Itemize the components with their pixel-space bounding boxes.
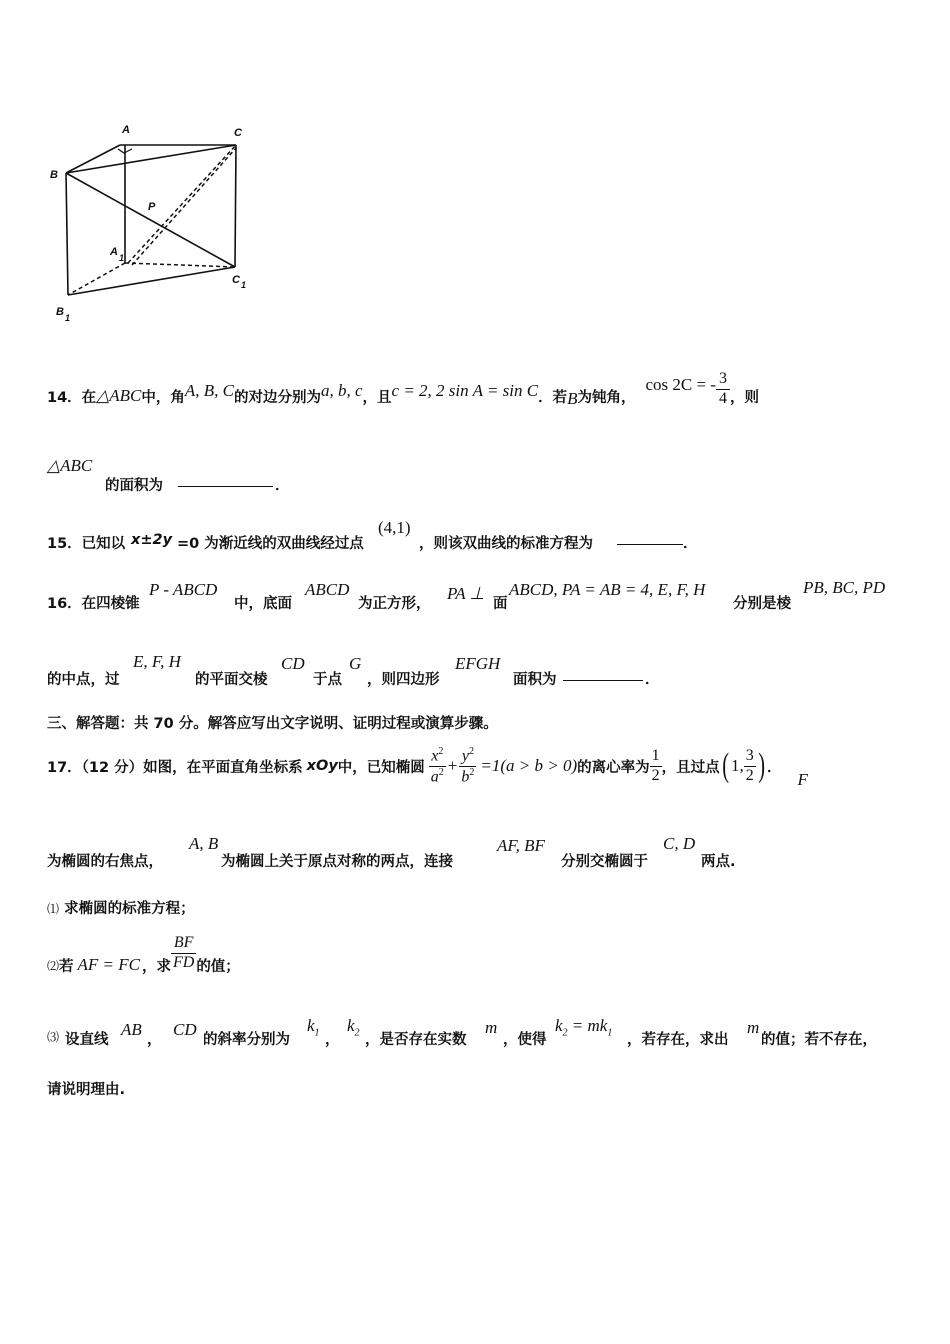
q16-text-1: 中，底面 — [234, 596, 292, 612]
label-C1: C — [232, 274, 240, 286]
segment-A1C-1 — [128, 145, 236, 263]
q17-part-3 — [47, 1012, 907, 1052]
q14-angles: A, B, C — [184, 381, 234, 400]
edge-A1C1 — [125, 263, 235, 267]
q17-text-1: 中，已知椭圆 — [337, 759, 425, 776]
q14-text-5: 为钝角， — [577, 389, 636, 406]
q14-cos-fraction — [716, 370, 730, 408]
q17-eccentricity — [650, 747, 662, 785]
q17-point-y-num: 3 — [744, 747, 756, 766]
q17-part-1 — [47, 897, 195, 918]
q17-p2-text-c: 的值； — [196, 958, 240, 975]
q16-text-7: 于点 — [313, 672, 342, 688]
q14-triangle-2: △ABC — [47, 456, 93, 475]
q17-p3-text-f: ，若存在，求出 — [627, 1032, 729, 1048]
question-16-line-1 — [47, 574, 907, 614]
label-B1: B — [56, 306, 64, 318]
question-14-line-1 — [47, 362, 759, 422]
q17-p2-cond: AF = FC — [77, 955, 140, 974]
q17-p3-text-d: ，是否存在实数 — [365, 1032, 467, 1048]
q17-point-x: 1, — [730, 756, 744, 775]
q17-m-2: m — [747, 1018, 760, 1037]
q16-answer-blank[interactable] — [563, 666, 643, 681]
q17-point-rparen: ) — [757, 747, 765, 784]
q17-p3-text-g: 的值；若不存在， — [761, 1032, 877, 1048]
q17-text-2: 的离心率为 — [577, 759, 650, 776]
q17-p3-text-c: ， — [325, 1032, 340, 1048]
q15-text-1: =0 为渐近线的双曲线经过点 — [177, 536, 364, 552]
q14-cos-lhs: cos 2C = - — [645, 375, 716, 394]
q17-point-y — [744, 747, 756, 785]
q16-text-3: 面 — [493, 596, 508, 612]
prism-figure — [40, 115, 270, 330]
question-16-line-2 — [47, 652, 907, 692]
q17-a: a — [430, 767, 439, 785]
q14-condition: c = 2, 2 sin A = sin C — [391, 381, 539, 400]
q17-p3-ab: AB — [121, 1020, 142, 1039]
q17-p3-text-a: 设直线 — [65, 1032, 109, 1048]
q17-p2-text-a: 若 — [59, 958, 74, 975]
q16-text-2: 为正方形， — [358, 596, 431, 612]
section-heading: 三、解答题：共 70 分。解答应写出文字说明、证明过程或演算步骤。 — [47, 716, 498, 732]
q17-y: y — [461, 747, 469, 765]
q14-cos-num: 3 — [718, 370, 727, 388]
q17-k-equation: $k_2 = mk_1$ — [555, 1016, 613, 1039]
q17-point — [720, 747, 767, 785]
q17-k1: $k_1$ — [307, 1016, 320, 1039]
q17-text-6: 为椭圆上关于原点对称的两点，连接 — [221, 854, 453, 870]
q16-efgh: EFGH — [455, 654, 501, 673]
q17-part-2 — [47, 928, 240, 978]
q14-triangle: △ABC — [96, 386, 142, 405]
q17-p2-num: BF — [171, 934, 196, 953]
q16-number: 16．在四棱锥 — [47, 596, 140, 612]
q16-text-10: ． — [645, 672, 660, 688]
q17-number: 17．（12 分）如图，在平面直角坐标系 — [47, 759, 303, 776]
q16-pyramid: P - ABCD — [149, 580, 218, 599]
q17-k2: $k_2$ — [347, 1016, 360, 1039]
q17-ab: A, B — [189, 834, 219, 853]
q17-plus: + — [447, 756, 458, 775]
edge-CC1 — [235, 145, 236, 267]
q16-text-4: 分别是棱 — [733, 596, 791, 612]
q17-p1-text: 求椭圆的标准方程； — [64, 901, 195, 917]
q17-x: x — [431, 747, 439, 765]
q16-condition: ABCD, PA = AB = 4, E, F, H — [509, 580, 706, 599]
q17-text-8: 两点. — [701, 854, 736, 870]
q17-p2-fraction — [171, 934, 196, 972]
segment-BC1 — [66, 173, 235, 267]
q17-e-den: 2 — [651, 766, 660, 784]
q15-answer-blank[interactable] — [617, 530, 683, 545]
q17-text-4: ． — [767, 759, 782, 776]
q17-p3-cd: CD — [173, 1020, 197, 1039]
q14-text-1: 中，角 — [141, 389, 185, 406]
q16-text-5: 的中点，过 — [47, 672, 120, 688]
q16-base: ABCD — [305, 580, 350, 599]
q14-text-6: ，则 — [729, 389, 759, 406]
q14-angle-B: B — [567, 389, 578, 408]
q17-text-5: 为椭圆的右焦点， — [47, 854, 163, 870]
edge-BB1 — [66, 173, 68, 295]
q16-pa: PA ⊥ — [447, 584, 485, 603]
label-A1-sub: 1 — [119, 253, 125, 263]
q17-part-3-line-2: 请说明理由. — [47, 1082, 126, 1098]
label-B: B — [50, 169, 58, 181]
q17-p3-text-b: 的斜率分别为 — [203, 1032, 290, 1048]
q17-p3-comma: ， — [147, 1032, 162, 1048]
q17-p2-den: FD — [172, 953, 195, 971]
q17-p2-text-b: ，求 — [141, 958, 171, 975]
q15-asymptote: x±2y — [131, 532, 173, 548]
question-17-line-2 — [47, 832, 907, 872]
q17-frac-x: $\frac{x^2}{a^2}$ — [430, 745, 444, 785]
q17-b: b — [461, 767, 470, 785]
q14-text-8: ． — [275, 478, 290, 494]
q15-text-2: ，则该双曲线的标准方程为 — [419, 536, 593, 552]
q16-edges: PB, BC, PD — [803, 578, 886, 597]
q14-text-7: 的面积为 — [105, 478, 163, 494]
q17-text-7: 分别交椭圆于 — [561, 854, 648, 870]
q17-frac-y: $\frac{y^2}{b^2}$ — [461, 745, 475, 785]
q14-cos-den: 4 — [718, 389, 727, 407]
label-A1: A — [110, 246, 118, 258]
q17-F: F — [797, 770, 808, 789]
q16-g: G — [349, 654, 362, 673]
q17-point-y-den: 2 — [745, 766, 754, 784]
q17-p2-mark: ⑵ — [47, 958, 60, 973]
label-C1-sub: 1 — [241, 280, 247, 290]
q17-point-lparen: ( — [721, 747, 729, 784]
q16-cd: CD — [281, 654, 305, 673]
q14-text-4: ．若 — [538, 389, 568, 406]
q16-text-8: ，则四边形 — [367, 672, 440, 688]
q17-p3-mark: ⑶ — [47, 1030, 60, 1044]
q17-afbf: AF, BF — [497, 836, 545, 855]
q16-text-9: 面积为 — [513, 672, 557, 688]
q15-point: (4,1) — [378, 518, 411, 537]
question-17-line-1 — [47, 736, 808, 796]
q16-text-6: 的平面交棱 — [195, 672, 268, 688]
label-C: C — [234, 127, 242, 139]
q17-cd: C, D — [663, 834, 696, 853]
q17-e-num: 1 — [650, 747, 662, 766]
q14-number: 14．在 — [47, 389, 97, 406]
q17-p1-mark: ⑴ — [47, 902, 60, 916]
q17-text-3: ，且过点 — [661, 759, 720, 776]
q14-answer-blank[interactable] — [178, 472, 273, 487]
label-A: A — [122, 124, 130, 136]
label-B1-sub: 1 — [65, 313, 71, 323]
q17-xoy: xOy — [306, 758, 338, 774]
q15-number: 15．已知以 — [47, 536, 126, 552]
q17-p3-text-e: ，使得 — [503, 1032, 547, 1048]
q14-text-3: ，且 — [362, 389, 392, 406]
q16-efh: E, F, H — [133, 652, 181, 671]
q17-ellipse-eq: =1(a > b > 0) — [480, 756, 578, 775]
label-P: P — [148, 201, 156, 213]
q14-sides: a, b, c — [320, 381, 363, 400]
q15-text-3: ． — [683, 536, 698, 552]
q17-m: m — [485, 1018, 498, 1037]
q14-text-2: 的对边分别为 — [233, 389, 321, 406]
